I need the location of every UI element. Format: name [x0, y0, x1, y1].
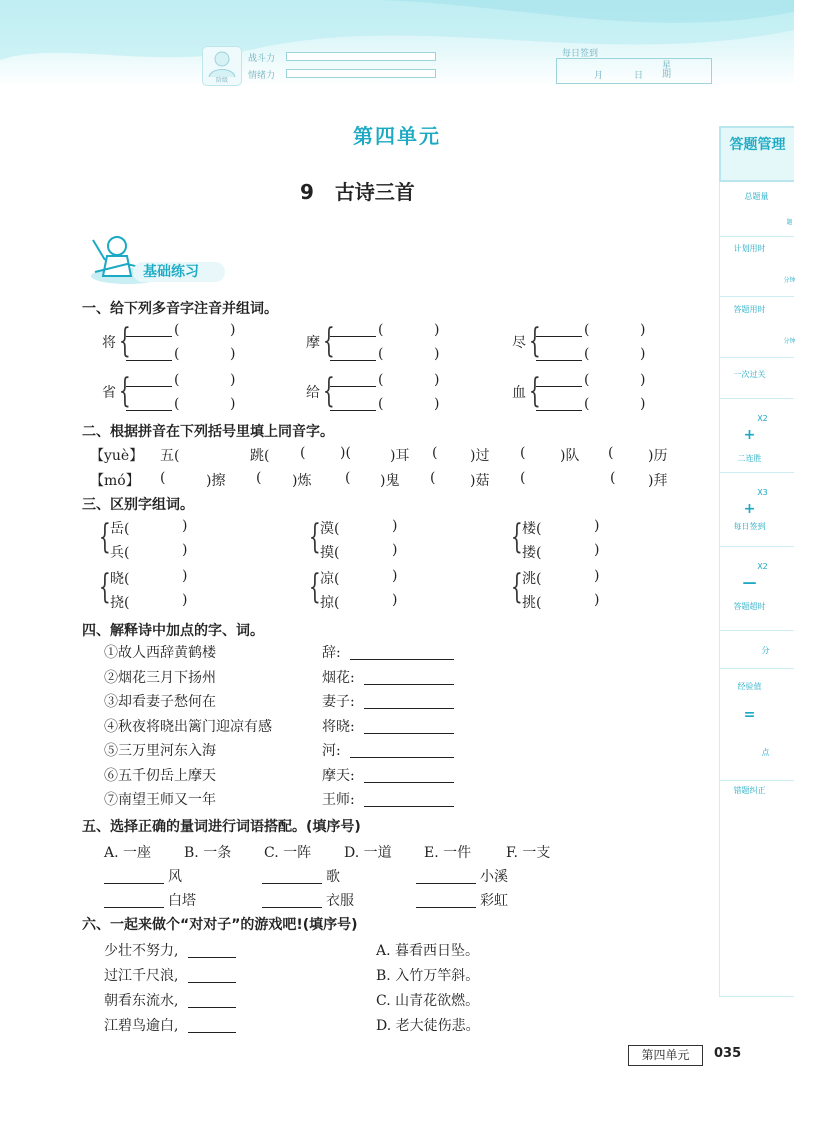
- q5-answer-blank[interactable]: [104, 907, 164, 908]
- q3-word: 掠(: [320, 595, 340, 611]
- q3-paren-close: ): [392, 592, 398, 608]
- q3-word: 挑(: [522, 595, 542, 611]
- sidebar-error-fix: 错题纠正: [733, 786, 766, 795]
- section-5-title: 五、选择正确的量词进行词语搭配。(填序号): [82, 819, 361, 835]
- avatar-label: 阶级: [215, 77, 228, 84]
- q4-answer-blank[interactable]: [364, 684, 454, 685]
- q3-word: 岳(: [110, 521, 130, 537]
- q5-answer-blank[interactable]: [416, 907, 476, 908]
- q6-right-line: B. 入竹万竿斜。: [376, 968, 480, 984]
- q6-right-line: A. 暮看西日坠。: [376, 943, 480, 959]
- section-3-title: 三、区别字组词。: [82, 497, 194, 513]
- q5-option: F. 一支: [506, 845, 551, 861]
- page-number: 035: [714, 1046, 742, 1061]
- q2-row1-cell: )队: [560, 448, 580, 464]
- q2-row1-cell: 跳(: [250, 448, 270, 464]
- sidebar-head: 答题管理: [719, 126, 794, 182]
- q2-paren-open: (: [432, 445, 438, 461]
- q5-item: 白塔: [168, 893, 196, 909]
- section-4-title: 四、解释诗中加点的字、词。: [82, 623, 264, 639]
- sidebar-first-pass: 一次过关: [733, 370, 766, 379]
- lesson-number: 9: [300, 180, 314, 204]
- q5-option: A. 一座: [104, 845, 152, 861]
- q3-paren-close: ): [594, 518, 600, 534]
- power-label: 战斗力: [248, 54, 276, 64]
- q1-pinyin-blank[interactable]: [126, 386, 172, 387]
- q3-word: 洮(: [522, 571, 542, 587]
- q2-row1-cell: )(: [340, 445, 351, 461]
- q3-paren-close: ): [594, 542, 600, 558]
- q3-paren-close: ): [182, 568, 188, 584]
- q2-paren-open: (: [520, 445, 526, 461]
- q4-word: 妻子:: [322, 694, 355, 710]
- q1-paren-open: (: [378, 372, 384, 388]
- lesson-name: 古诗三首: [334, 180, 415, 204]
- brace-icon: {: [510, 567, 523, 607]
- sidebar-plus1: +: [743, 427, 756, 443]
- section-1-title: 一、给下列多音字注音并组词。: [82, 301, 278, 317]
- q5-answer-blank[interactable]: [104, 883, 164, 884]
- q5-item: 风: [168, 869, 182, 885]
- q4-poem-line: ①故人西辞黄鹤楼: [104, 645, 216, 661]
- q5-answer-blank[interactable]: [262, 883, 322, 884]
- brace-icon: {: [322, 371, 335, 411]
- q5-item: 歌: [326, 869, 340, 885]
- q2-paren-open: (: [610, 470, 616, 486]
- q4-word: 辞:: [322, 645, 341, 661]
- q2-row1-cell: )过: [470, 448, 490, 464]
- sidebar-answer-time: 答题用时: [733, 305, 766, 314]
- q4-word: 摩天:: [322, 767, 355, 784]
- q3-word: 摸(: [320, 545, 340, 561]
- brace-icon: {: [98, 567, 111, 607]
- q2-row1-pinyin: 【yuè】: [90, 448, 144, 464]
- q3-word: 搂(: [522, 545, 542, 561]
- q5-option: B. 一条: [184, 845, 232, 861]
- sidebar-daily-sign: 每日签到: [733, 522, 766, 531]
- q4-answer-blank[interactable]: [350, 757, 454, 758]
- sidebar-fen2: 分钟: [783, 338, 796, 345]
- sidebar-divider: [719, 236, 794, 237]
- q2-paren-open: (: [256, 470, 262, 486]
- avatar-icon: [203, 47, 241, 77]
- brace-icon: {: [510, 517, 523, 557]
- sidebar-exp: 经验值: [737, 682, 762, 691]
- q6-answer-blank[interactable]: [188, 982, 236, 983]
- q5-item: 彩虹: [480, 893, 508, 909]
- sidebar-plus2: +: [743, 501, 756, 517]
- q1-paren-open: (: [174, 372, 180, 388]
- brace-icon: {: [308, 567, 321, 607]
- q5-answer-blank[interactable]: [416, 883, 476, 884]
- q1-char: 摩: [306, 335, 320, 351]
- q1-pinyin-blank[interactable]: [330, 360, 376, 361]
- q1-pinyin-blank[interactable]: [536, 360, 582, 361]
- q2-row1-cell: )历: [648, 448, 668, 464]
- sidebar-divider: [719, 296, 794, 297]
- level-label: 情绪力: [248, 71, 276, 81]
- q2-paren-open: (: [300, 445, 306, 461]
- q2-row2-cell: )鬼: [380, 473, 400, 489]
- q1-paren-close: ): [434, 322, 440, 338]
- q6-right-line: C. 山青花欲燃。: [376, 993, 480, 1009]
- q5-option: E. 一件: [424, 845, 472, 861]
- sidebar-x2b: X2: [757, 562, 768, 571]
- q3-word: 兵(: [110, 545, 130, 561]
- q5-item: 小溪: [480, 869, 508, 885]
- q1-pinyin-blank[interactable]: [126, 360, 172, 361]
- q1-paren-close: ): [230, 396, 236, 412]
- q2-row2-cell: (: [160, 470, 166, 486]
- q4-word: 将晓:: [322, 718, 355, 735]
- sign-month: 月: [594, 71, 604, 81]
- q1-paren-open: (: [378, 396, 384, 412]
- sidebar-divider: [719, 996, 794, 997]
- q5-option: D. 一道: [344, 845, 392, 861]
- q3-paren-close: ): [392, 568, 398, 584]
- q1-paren-close: ): [640, 322, 646, 338]
- sidebar-divider: [719, 398, 794, 399]
- q1-char: 给: [306, 385, 320, 401]
- q1-pinyin-blank[interactable]: [126, 410, 172, 411]
- q3-paren-close: ): [594, 592, 600, 608]
- q6-left-line: 江碧鸟逾白,: [104, 1018, 179, 1034]
- q4-poem-line: ④秋夜将晓出篱门迎凉有感: [104, 718, 272, 735]
- q3-word: 楼(: [522, 521, 542, 537]
- q1-paren-close: ): [434, 372, 440, 388]
- avatar: [202, 46, 242, 86]
- q1-pinyin-blank[interactable]: [126, 336, 172, 337]
- q1-pinyin-blank[interactable]: [536, 410, 582, 411]
- q1-char: 省: [102, 385, 116, 401]
- q3-paren-close: ): [594, 568, 600, 584]
- q6-right-line: D. 老大徒伤悲。: [376, 1018, 480, 1034]
- sidebar-divider: [719, 357, 794, 358]
- q3-paren-close: ): [182, 592, 188, 608]
- sign-week: 星期: [662, 61, 672, 80]
- section-2-title: 二、根据拼音在下列括号里填上同音字。: [82, 424, 334, 440]
- q1-pinyin-blank[interactable]: [330, 410, 376, 411]
- q1-paren-open: (: [174, 396, 180, 412]
- sidebar-divider: [719, 780, 794, 781]
- q4-word: 河:: [322, 743, 341, 759]
- sidebar-fen3: 分: [761, 646, 770, 655]
- q4-answer-blank[interactable]: [364, 806, 454, 807]
- brace-icon: {: [528, 321, 541, 361]
- footer-unit: 第四单元: [628, 1045, 703, 1066]
- q2-row1-cell: 五(: [160, 448, 180, 464]
- q2-paren-open: (: [608, 445, 614, 461]
- q4-word: 王师:: [322, 792, 355, 808]
- q4-answer-blank[interactable]: [364, 782, 454, 783]
- brace-icon: {: [118, 321, 131, 361]
- brace-icon: {: [322, 321, 335, 361]
- brace-icon: {: [118, 371, 131, 411]
- q2-row2-cell: )拜: [648, 473, 668, 489]
- q1-paren-open: (: [174, 346, 180, 362]
- sidebar-overtime: 答题超时: [733, 602, 766, 611]
- sidebar-second-pass: 二连胜: [737, 454, 762, 463]
- q4-poem-line: ⑤三万里河东入海: [104, 743, 216, 759]
- q1-paren-open: (: [584, 396, 590, 412]
- badge-label: 基础练习: [143, 264, 199, 280]
- q4-answer-blank[interactable]: [364, 733, 454, 734]
- q1-char: 尽: [512, 335, 526, 351]
- q5-option: C. 一阵: [264, 845, 312, 861]
- q2-paren-open: (: [345, 470, 351, 486]
- q3-paren-close: ): [392, 542, 398, 558]
- q1-paren-close: ): [434, 396, 440, 412]
- q1-paren-close: ): [640, 372, 646, 388]
- sidebar-fen1: 分钟: [783, 277, 796, 284]
- sidebar-x3: X3: [757, 488, 768, 497]
- q1-char: 将: [102, 335, 116, 351]
- q2-row2-cell: )擦: [206, 473, 226, 489]
- q1-paren-open: (: [584, 372, 590, 388]
- sidebar-points: 点: [761, 748, 770, 757]
- q1-paren-close: ): [434, 346, 440, 362]
- q1-paren-open: (: [378, 322, 384, 338]
- q1-paren-close: ): [640, 396, 646, 412]
- q3-paren-close: ): [182, 518, 188, 534]
- q4-word: 烟花:: [322, 669, 355, 686]
- sidebar-divider: [719, 546, 794, 547]
- q6-left-line: 朝看东流水,: [104, 993, 179, 1009]
- level-bar: [286, 69, 436, 78]
- q1-paren-open: (: [378, 346, 384, 362]
- brace-icon: {: [98, 517, 111, 557]
- sign-day: 日: [634, 71, 644, 81]
- sidebar-divider: [719, 630, 794, 631]
- q1-pinyin-blank[interactable]: [536, 386, 582, 387]
- q6-left-line: 过江千尺浪,: [104, 968, 179, 984]
- q1-char: 血: [512, 385, 526, 401]
- sidebar-divider: [719, 668, 794, 669]
- q5-item: 衣服: [326, 893, 354, 909]
- q3-word: 凉(: [320, 571, 340, 587]
- q3-word: 漠(: [320, 521, 340, 537]
- q2-paren-open: (: [430, 470, 436, 486]
- q1-paren-close: ): [230, 322, 236, 338]
- answer-sidebar: [719, 126, 795, 996]
- sign-title: 每日签到: [562, 49, 599, 59]
- q1-paren-open: (: [174, 322, 180, 338]
- q5-answer-blank[interactable]: [262, 907, 322, 908]
- q1-paren-close: ): [640, 346, 646, 362]
- sidebar-divider: [719, 472, 794, 473]
- sidebar-minus: —: [742, 575, 757, 591]
- q2-row1-cell: )耳: [390, 448, 410, 464]
- q6-answer-blank[interactable]: [188, 1032, 236, 1033]
- q1-pinyin-blank[interactable]: [330, 336, 376, 337]
- unit-title: 第四单元: [353, 124, 441, 148]
- q1-paren-open: (: [584, 346, 590, 362]
- q6-answer-blank[interactable]: [188, 957, 236, 958]
- sidebar-x2a: X2: [757, 414, 768, 423]
- q6-left-line: 少壮不努力,: [104, 943, 179, 959]
- q1-paren-close: ): [230, 346, 236, 362]
- q3-word: 挠(: [110, 595, 130, 611]
- sidebar-plan-time: 计划用时: [733, 244, 766, 253]
- q1-pinyin-blank[interactable]: [536, 336, 582, 337]
- q1-paren-open: (: [584, 322, 590, 338]
- q1-paren-close: ): [230, 372, 236, 388]
- q4-answer-blank[interactable]: [350, 659, 454, 660]
- q6-answer-blank[interactable]: [188, 1007, 236, 1008]
- q2-paren-open: (: [520, 470, 526, 486]
- sidebar-ti: 题: [786, 219, 793, 226]
- q3-paren-close: ): [182, 542, 188, 558]
- sidebar-eq: =: [743, 707, 756, 723]
- q3-paren-close: ): [392, 518, 398, 534]
- q4-answer-blank[interactable]: [364, 708, 454, 709]
- brace-icon: {: [528, 371, 541, 411]
- q1-pinyin-blank[interactable]: [330, 386, 376, 387]
- q4-poem-line: ⑥五千仞岳上摩天: [104, 767, 216, 784]
- q2-row2-pinyin: 【mó】: [90, 473, 140, 489]
- q3-word: 晓(: [110, 571, 130, 587]
- lesson-title: [300, 176, 415, 205]
- q4-poem-line: ③却看妻子愁何在: [104, 694, 216, 710]
- q4-poem-line: ②烟花三月下扬州: [104, 669, 216, 686]
- basic-practice-badge: [87, 232, 227, 294]
- q4-poem-line: ⑦南望王师又一年: [104, 792, 216, 808]
- q2-row2-cell: )菇: [470, 473, 490, 489]
- power-bar: [286, 52, 436, 61]
- q2-row2-cell: )炼: [292, 473, 312, 489]
- section-6-title: 六、一起来做个“对对子”的游戏吧!(填序号): [82, 917, 358, 933]
- sidebar-total: 总题量: [744, 192, 769, 201]
- brace-icon: {: [308, 517, 321, 557]
